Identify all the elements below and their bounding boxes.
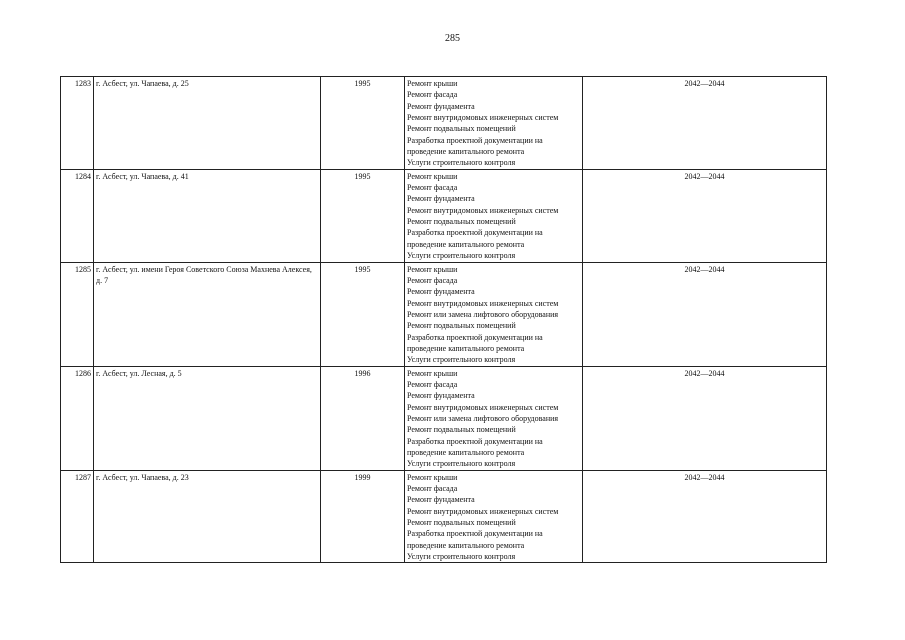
work-item: Ремонт внутридомовых инженерных систем bbox=[407, 205, 559, 215]
work-item: Ремонт внутридомовых инженерных систем bbox=[407, 298, 559, 308]
year-cell: 1999 bbox=[321, 470, 405, 563]
works-cell bbox=[405, 262, 583, 366]
period-cell: 2042—2044 bbox=[583, 366, 827, 470]
work-item: Ремонт или замена лифтового оборудования bbox=[407, 309, 559, 319]
address-cell: г. Асбест, ул. Чапаева, д. 25 bbox=[94, 77, 321, 170]
row-number: 1284 bbox=[61, 169, 94, 262]
work-item: Ремонт фундамента bbox=[407, 287, 475, 297]
work-item: Ремонт подвальных помещений bbox=[407, 124, 516, 134]
table-row bbox=[61, 77, 827, 170]
page-number: 285 bbox=[445, 33, 460, 44]
work-item: проведение капитального ремонта bbox=[407, 147, 525, 157]
year-cell: 1996 bbox=[321, 366, 405, 470]
work-item: Ремонт фундамента bbox=[407, 101, 475, 111]
work-item: Ремонт фундамента bbox=[407, 391, 475, 401]
works-cell bbox=[405, 470, 583, 563]
work-item: Ремонт подвальных помещений bbox=[407, 217, 516, 227]
period-cell: 2042—2044 bbox=[583, 470, 827, 563]
work-item: проведение капитального ремонта bbox=[407, 540, 525, 550]
works-cell bbox=[405, 366, 583, 470]
work-item: проведение капитального ремонта bbox=[407, 448, 525, 457]
works-cell bbox=[405, 77, 583, 170]
work-item: Ремонт фасада bbox=[407, 484, 458, 494]
work-item: Ремонт фасада bbox=[407, 275, 458, 285]
period-cell: 2042—2044 bbox=[583, 77, 827, 170]
work-item: Ремонт крыши bbox=[407, 79, 458, 88]
period-cell: 2042—2044 bbox=[583, 169, 827, 262]
work-item: Ремонт крыши bbox=[407, 368, 458, 378]
capital-repair-table bbox=[60, 76, 827, 563]
year-cell: 1995 bbox=[321, 77, 405, 170]
work-item: Разработка проектной документации на bbox=[407, 332, 543, 342]
work-item: Ремонт фасада bbox=[407, 90, 458, 100]
work-item: Ремонт подвальных помещений bbox=[407, 321, 516, 331]
table-row bbox=[61, 366, 827, 470]
work-item: Ремонт фасада bbox=[407, 183, 458, 193]
work-item: Услуги строительного контроля bbox=[407, 552, 516, 562]
work-item: проведение капитального ремонта bbox=[407, 239, 525, 249]
table-row bbox=[61, 169, 827, 262]
work-item: Ремонт крыши bbox=[407, 264, 458, 274]
year-cell: 1995 bbox=[321, 262, 405, 366]
work-item: Разработка проектной документации на bbox=[407, 529, 543, 539]
works-cell bbox=[405, 169, 583, 262]
row-number: 1285 bbox=[61, 262, 94, 366]
table-row bbox=[61, 262, 827, 366]
work-item: Ремонт подвальных помещений bbox=[407, 425, 516, 435]
work-item: Разработка проектной документации на bbox=[407, 228, 543, 238]
work-item: Ремонт внутридомовых инженерных систем bbox=[407, 402, 559, 412]
work-item: Услуги строительного контроля bbox=[407, 459, 516, 469]
address-cell: г. Асбест, ул. Чапаева, д. 41 bbox=[94, 169, 321, 262]
period-cell: 2042—2044 bbox=[583, 262, 827, 366]
work-item: Ремонт фундамента bbox=[407, 495, 475, 505]
address-cell: г. Асбест, ул. Лесная, д. 5 bbox=[94, 366, 321, 470]
work-item: Разработка проектной документации на bbox=[407, 135, 543, 145]
work-item: Услуги строительного контроля bbox=[407, 251, 516, 261]
table-body bbox=[61, 77, 827, 563]
work-item: Ремонт крыши bbox=[407, 171, 458, 181]
work-item: Разработка проектной документации на bbox=[407, 436, 543, 446]
work-item: Ремонт фасада bbox=[407, 379, 458, 389]
address-cell: г. Асбест, ул. Чапаева, д. 23 bbox=[94, 470, 321, 563]
row-number: 1287 bbox=[61, 470, 94, 563]
work-item: Услуги строительного контроля bbox=[407, 355, 516, 365]
work-item: Ремонт внутридомовых инженерных систем bbox=[407, 113, 559, 123]
work-item: Ремонт или замена лифтового оборудования bbox=[407, 413, 559, 423]
work-item: Ремонт подвальных помещений bbox=[407, 518, 516, 528]
year-cell: 1995 bbox=[321, 169, 405, 262]
work-item: Ремонт внутридомовых инженерных систем bbox=[407, 506, 559, 516]
row-number: 1283 bbox=[61, 77, 94, 170]
work-item: Ремонт крыши bbox=[407, 472, 458, 482]
table-row bbox=[61, 470, 827, 563]
work-item: Ремонт фундамента bbox=[407, 194, 475, 204]
row-number: 1286 bbox=[61, 366, 94, 470]
address-cell: г. Асбест, ул. имени Героя Советского Союза Махнева Алексея, д. 7 bbox=[94, 262, 321, 366]
work-item: Услуги строительного контроля bbox=[407, 158, 516, 168]
work-item: проведение капитального ремонта bbox=[407, 343, 525, 353]
